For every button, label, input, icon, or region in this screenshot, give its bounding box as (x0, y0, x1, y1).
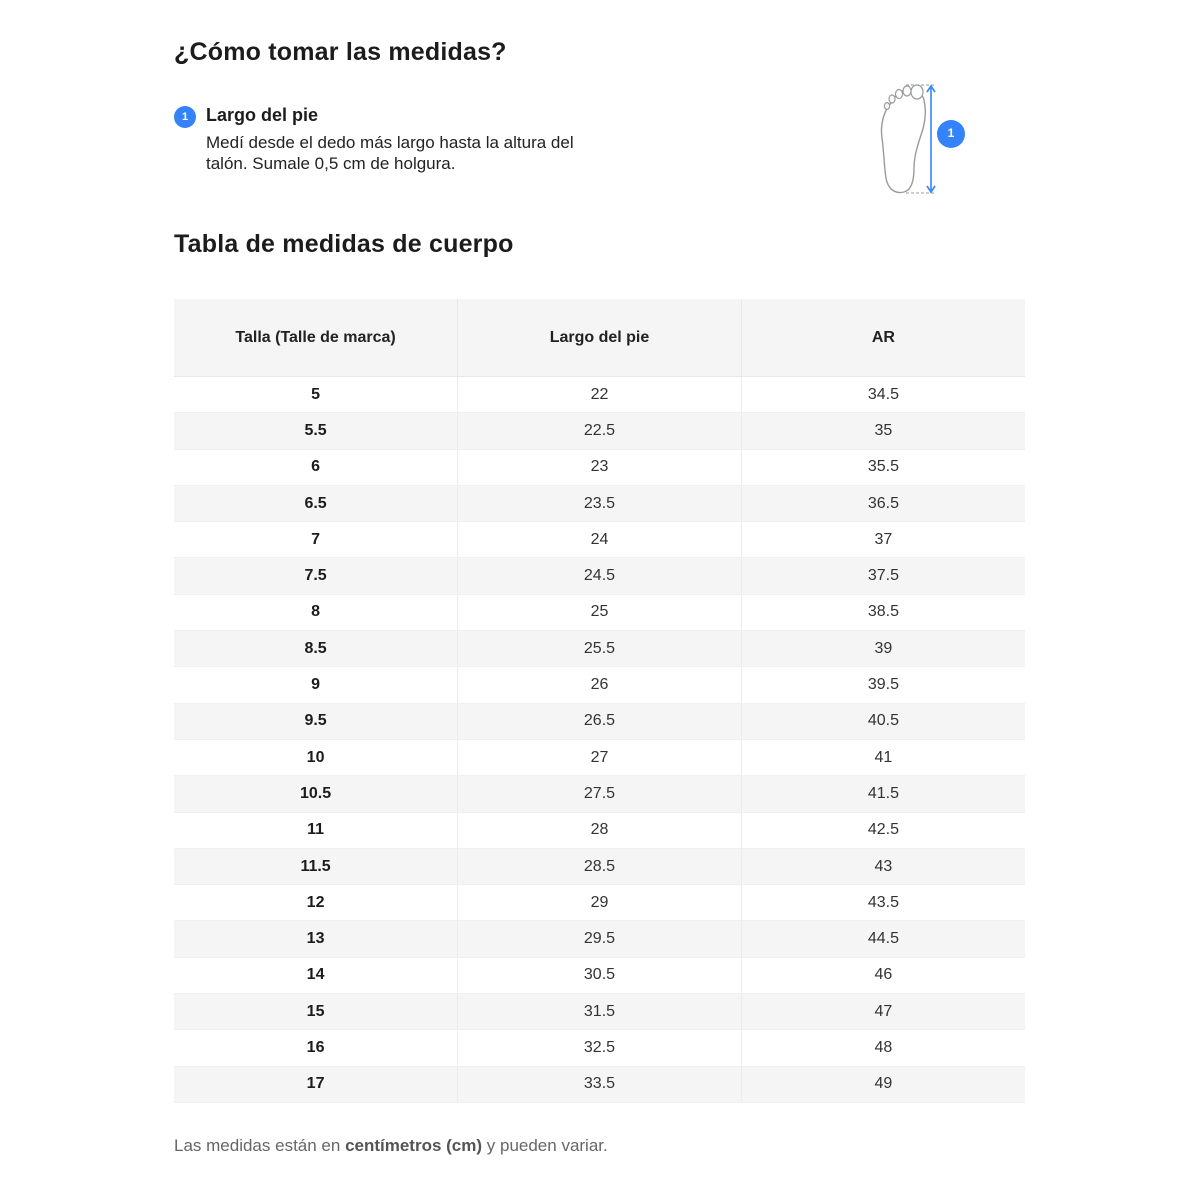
units-note-unit: centímetros (cm) (345, 1136, 483, 1155)
cell-ar: 46 (741, 957, 1025, 993)
table-row (174, 921, 1025, 957)
cell-size: 15 (174, 994, 458, 1030)
table-row (174, 812, 1025, 848)
cell-foot-length: 29 (458, 885, 742, 921)
cell-foot-length: 23 (458, 449, 742, 485)
cell-foot-length: 27 (458, 739, 742, 775)
units-note (174, 1136, 608, 1156)
table-row (174, 522, 1025, 558)
cell-foot-length: 30.5 (458, 957, 742, 993)
cell-ar: 34.5 (741, 377, 1025, 413)
cell-size: 7.5 (174, 558, 458, 594)
cell-ar: 43.5 (741, 885, 1025, 921)
column-header-ar: AR (741, 299, 1025, 377)
table-row (174, 739, 1025, 775)
cell-foot-length: 31.5 (458, 994, 742, 1030)
cell-ar: 44.5 (741, 921, 1025, 957)
cell-size: 9 (174, 667, 458, 703)
cell-foot-length: 33.5 (458, 1066, 742, 1102)
cell-size: 13 (174, 921, 458, 957)
table-row (174, 1066, 1025, 1102)
step-title: Largo del pie (206, 105, 319, 125)
table-row (174, 413, 1025, 449)
table-row (174, 776, 1025, 812)
table-row (174, 631, 1025, 667)
units-note-prefix: Las medidas están en (174, 1136, 346, 1155)
cell-foot-length: 29.5 (458, 921, 742, 957)
cell-foot-length: 24.5 (458, 558, 742, 594)
table-row (174, 848, 1025, 884)
cell-foot-length: 23.5 (458, 485, 742, 521)
table-row (174, 485, 1025, 521)
cell-ar: 35.5 (741, 449, 1025, 485)
table-row (174, 377, 1025, 413)
table-row (174, 703, 1025, 739)
cell-size: 16 (174, 1030, 458, 1066)
cell-ar: 38.5 (741, 594, 1025, 630)
table-row (174, 885, 1025, 921)
cell-foot-length: 22 (458, 377, 742, 413)
cell-size: 11.5 (174, 848, 458, 884)
cell-ar: 41 (741, 739, 1025, 775)
cell-foot-length: 28.5 (458, 848, 742, 884)
column-header-size: Talla (Talle de marca) (174, 299, 458, 377)
cell-size: 10 (174, 739, 458, 775)
cell-ar: 47 (741, 994, 1025, 1030)
cell-size: 9.5 (174, 703, 458, 739)
step-number-badge: 1 (174, 106, 196, 128)
foot-measure-illustration (870, 80, 980, 200)
table-title: Tabla de medidas de cuerpo (174, 230, 514, 258)
cell-ar: 41.5 (741, 776, 1025, 812)
cell-ar: 35 (741, 413, 1025, 449)
cell-ar: 43 (741, 848, 1025, 884)
cell-size: 10.5 (174, 776, 458, 812)
cell-foot-length: 32.5 (458, 1030, 742, 1066)
cell-size: 6 (174, 449, 458, 485)
cell-size: 17 (174, 1066, 458, 1102)
cell-ar: 37 (741, 522, 1025, 558)
table-row (174, 449, 1025, 485)
size-table (174, 299, 1025, 1103)
step-description: Medí desde el dedo más largo hasta la altura del talón. Sumale 0,5 cm de holgura. (206, 133, 574, 173)
cell-ar: 36.5 (741, 485, 1025, 521)
page-title: ¿Cómo tomar las medidas? (174, 38, 507, 66)
cell-foot-length: 22.5 (458, 413, 742, 449)
cell-size: 11 (174, 812, 458, 848)
foot-measure-icon (870, 80, 980, 200)
table-header-row (174, 299, 1025, 377)
cell-foot-length: 25.5 (458, 631, 742, 667)
cell-size: 7 (174, 522, 458, 558)
cell-ar: 48 (741, 1030, 1025, 1066)
cell-ar: 39.5 (741, 667, 1025, 703)
cell-size: 8.5 (174, 631, 458, 667)
table-row (174, 1030, 1025, 1066)
cell-foot-length: 26 (458, 667, 742, 703)
cell-size: 6.5 (174, 485, 458, 521)
cell-foot-length: 24 (458, 522, 742, 558)
cell-ar: 40.5 (741, 703, 1025, 739)
units-note-suffix: y pueden variar. (482, 1136, 608, 1155)
cell-foot-length: 28 (458, 812, 742, 848)
table-row (174, 994, 1025, 1030)
cell-ar: 49 (741, 1066, 1025, 1102)
cell-size: 5.5 (174, 413, 458, 449)
table-row (174, 957, 1025, 993)
cell-size: 8 (174, 594, 458, 630)
cell-size: 5 (174, 377, 458, 413)
cell-ar: 42.5 (741, 812, 1025, 848)
table-row (174, 594, 1025, 630)
illustration-badge-label: 1 (947, 126, 955, 140)
cell-foot-length: 26.5 (458, 703, 742, 739)
table-row (174, 667, 1025, 703)
cell-ar: 37.5 (741, 558, 1025, 594)
cell-foot-length: 25 (458, 594, 742, 630)
cell-size: 14 (174, 957, 458, 993)
cell-foot-length: 27.5 (458, 776, 742, 812)
column-header-foot-length: Largo del pie (458, 299, 742, 377)
cell-size: 12 (174, 885, 458, 921)
cell-ar: 39 (741, 631, 1025, 667)
table-row (174, 558, 1025, 594)
